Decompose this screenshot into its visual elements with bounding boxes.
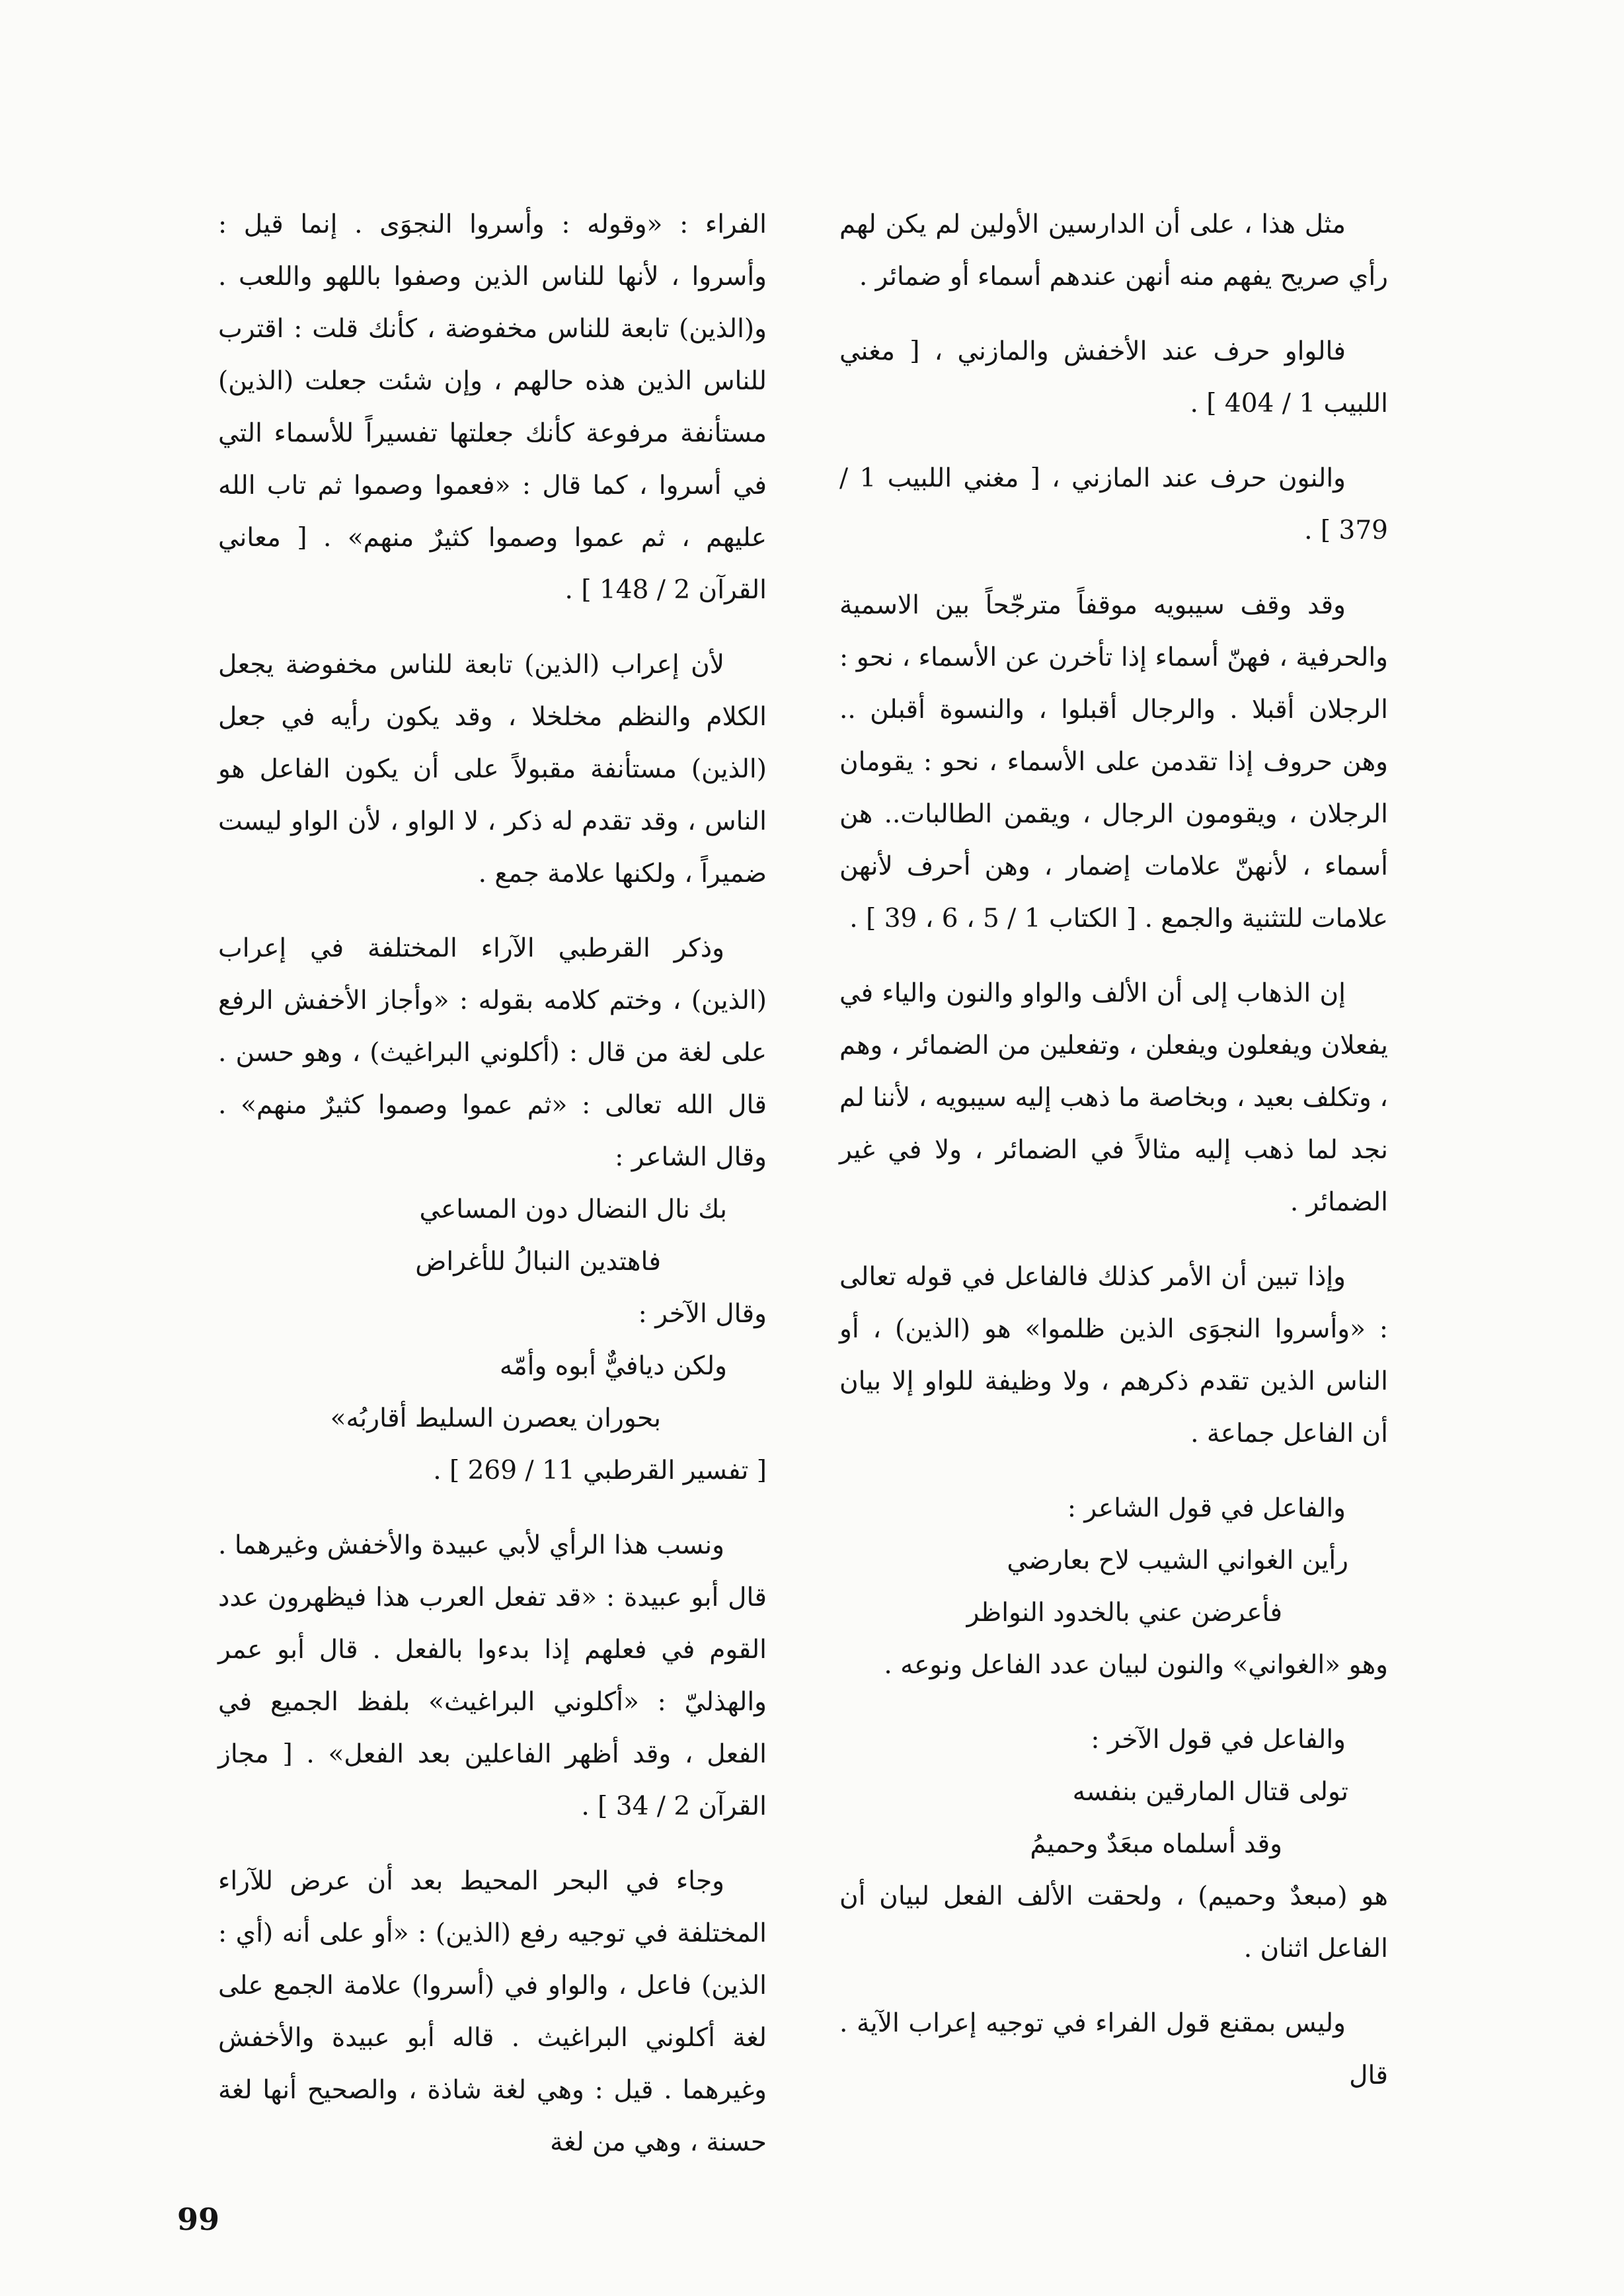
paragraph: مثل هذا ، على أن الدارسين الأولين لم يكن لهم رأي صريح يفهم منه أنهن عندهم أسماء أو ضمائر . bbox=[839, 210, 1388, 292]
paragraph: هو (مبعدٌ وحميم) ، ولحقت الألف الفعل لبيان أن الفاعل اثنان . bbox=[839, 1881, 1388, 1963]
paragraph: وهو «الغواني» والنون لبيان عدد الفاعل ونوعه . bbox=[884, 1650, 1388, 1680]
paragraph: الفراء : «وقوله : وأسروا النجوَى . إنما قيل : وأسروا ، لأنها للناس الذين وصفوا باللهو واللعب . و(الذين) تابعة للناس مخفوضة ، كأنك قلت : اقترب للناس الذين هذه حالهم ، وإن شئت جعلت (الذين) مستأنفة مرفوعة كأنك جعلتها تفسيراً للأسماء التي في أسروا ، كما قال : «فعموا وصموا ثم تاب الله عليهم ، ثم عموا وصموا كثيرٌ منهم» . [ معاني القرآن 2 / 148 ] . bbox=[218, 210, 767, 605]
paragraph: فالواو حرف عند الأخفش والمازني ، [ مغني اللبيب 1 / 404 ] . bbox=[839, 336, 1388, 418]
paragraph: ونسب هذا الرأي لأبي عبيدة والأخفش وغيرهما . قال أبو عبيدة : «قد تفعل العرب هذا فيظهرون عدد القوم في فعلهم إذا بدءوا بالفعل . قال أبو عمر والهذليّ : «أكلوني البراغيث» بلفظ الجميع في الفعل ، وقد أظهر الفاعلين بعد الفعل» . [ مجاز القرآن 2 / 34 ] . bbox=[218, 1530, 767, 1821]
verse-line: بحوران يعصرن السليط أقاربُه» bbox=[330, 1404, 661, 1433]
paragraph: وجاء في البحر المحيط بعد أن عرض للآراء المختلفة في توجيه رفع (الذين) : «أو على أنه (أي : الذين) فاعل ، والواو في (أسروا) علامة الجمع على لغة أكلوني البراغيث . قاله أبو عبيدة والأخفش وغيرهما . قيل : وهي لغة شاذة ، والصحيح أنها لغة حسنة ، وهي من لغة bbox=[218, 1866, 767, 2157]
source-citation: [ تفسير القرطبي 11 / 269 ] . bbox=[433, 1456, 767, 1485]
verse-intro: وقال الآخر : bbox=[638, 1299, 767, 1329]
verse-line: وقد أسلماه مبعَدٌ وحميمُ bbox=[1030, 1829, 1282, 1859]
verse-line: فاهتدين النبالُ للأغراض bbox=[415, 1247, 661, 1277]
paragraph: وذكر القرطبي الآراء المختلفة في إعراب (الذين) ، وختم كلامه بقوله : «وأجاز الأخفش الرفع على لغة من قال : (أكلوني البراغيث) ، وهو حسن . قال الله تعالى : «ثم عموا وصموا كثيرٌ منهم» . وقال الشاعر : bbox=[218, 933, 767, 1172]
verse-line: تولى قتال المارقين بنفسه bbox=[1072, 1777, 1348, 1807]
verse-intro: والفاعل في قول الشاعر : bbox=[1067, 1493, 1346, 1523]
paragraph: إن الذهاب إلى أن الألف والواو والنون والياء في يفعلان ويفعلون ويفعلن ، وتفعلين من الضمائر ، وهم ، وتكلف بعيد ، وبخاصة ما ذهب إليه سيبويه ، لأننا لم نجد لما ذهب إليه مثالاً في الضمائر ، ولا في غير الضمائر . bbox=[839, 978, 1388, 1217]
right-text-column bbox=[839, 198, 1388, 2124]
paragraph: وإذا تبين أن الأمر كذلك فالفاعل في قوله تعالى : «وأسروا النجوَى الذين ظلموا» هو (الذين) ، أو الناس الذين تقدم ذكرهم ، ولا وظيفة للواو إلا بيان أن الفاعل جماعة . bbox=[839, 1262, 1389, 1448]
paragraph: والنون حرف عند المازني ، [ مغني اللبيب 1 / 379 ] . bbox=[839, 463, 1388, 545]
verse-intro: والفاعل في قول الآخر : bbox=[1091, 1725, 1346, 1755]
verse-line: ولكن ديافيٌّ أبوه وأمّه bbox=[499, 1351, 727, 1381]
paragraph: وليس بمقنع قول الفراء في توجيه إعراب الآية . قال bbox=[839, 2008, 1388, 2090]
page-number: 99 bbox=[177, 2201, 220, 2237]
paragraph: لأن إعراب (الذين) تابعة للناس مخفوضة يجعل الكلام والنظم مخلخلا ، وقد يكون رأيه في جعل (الذين) مستأنفة مقبولاً على أن يكون الفاعل هو الناس ، وقد تقدم له ذكر ، لا الواو ، لأن الواو ليست ضميراً ، ولكنها علامة جمع . bbox=[218, 650, 767, 889]
left-text-column bbox=[218, 198, 767, 2191]
verse-line: فأعرضن عني بالخدود النواظر bbox=[966, 1598, 1282, 1628]
verse-line: بك نال النضال دون المساعي bbox=[419, 1195, 727, 1224]
verse-line: رأين الغواني الشيب لاح بعارضي bbox=[1007, 1546, 1348, 1575]
paragraph: وقد وقف سيبويه موقفاً مترجّحاً بين الاسمية والحرفية ، فهنّ أسماء إذا تأخرن عن الأسماء ، نحو : الرجلان أقبلا . والرجال أقبلوا ، والنسوة أقبلن .. وهن حروف إذا تقدمن على الأسماء ، نحو : يقومان الرجلان ، ويقومون الرجال ، ويقمن الطالبات.. هن أسماء ، لأنهنّ علامات إضمار ، وهن أحرف لأنهن علامات للتثنية والجمع . [ الكتاب 1 / 5 ، 6 ، 39 ] . bbox=[839, 590, 1388, 933]
